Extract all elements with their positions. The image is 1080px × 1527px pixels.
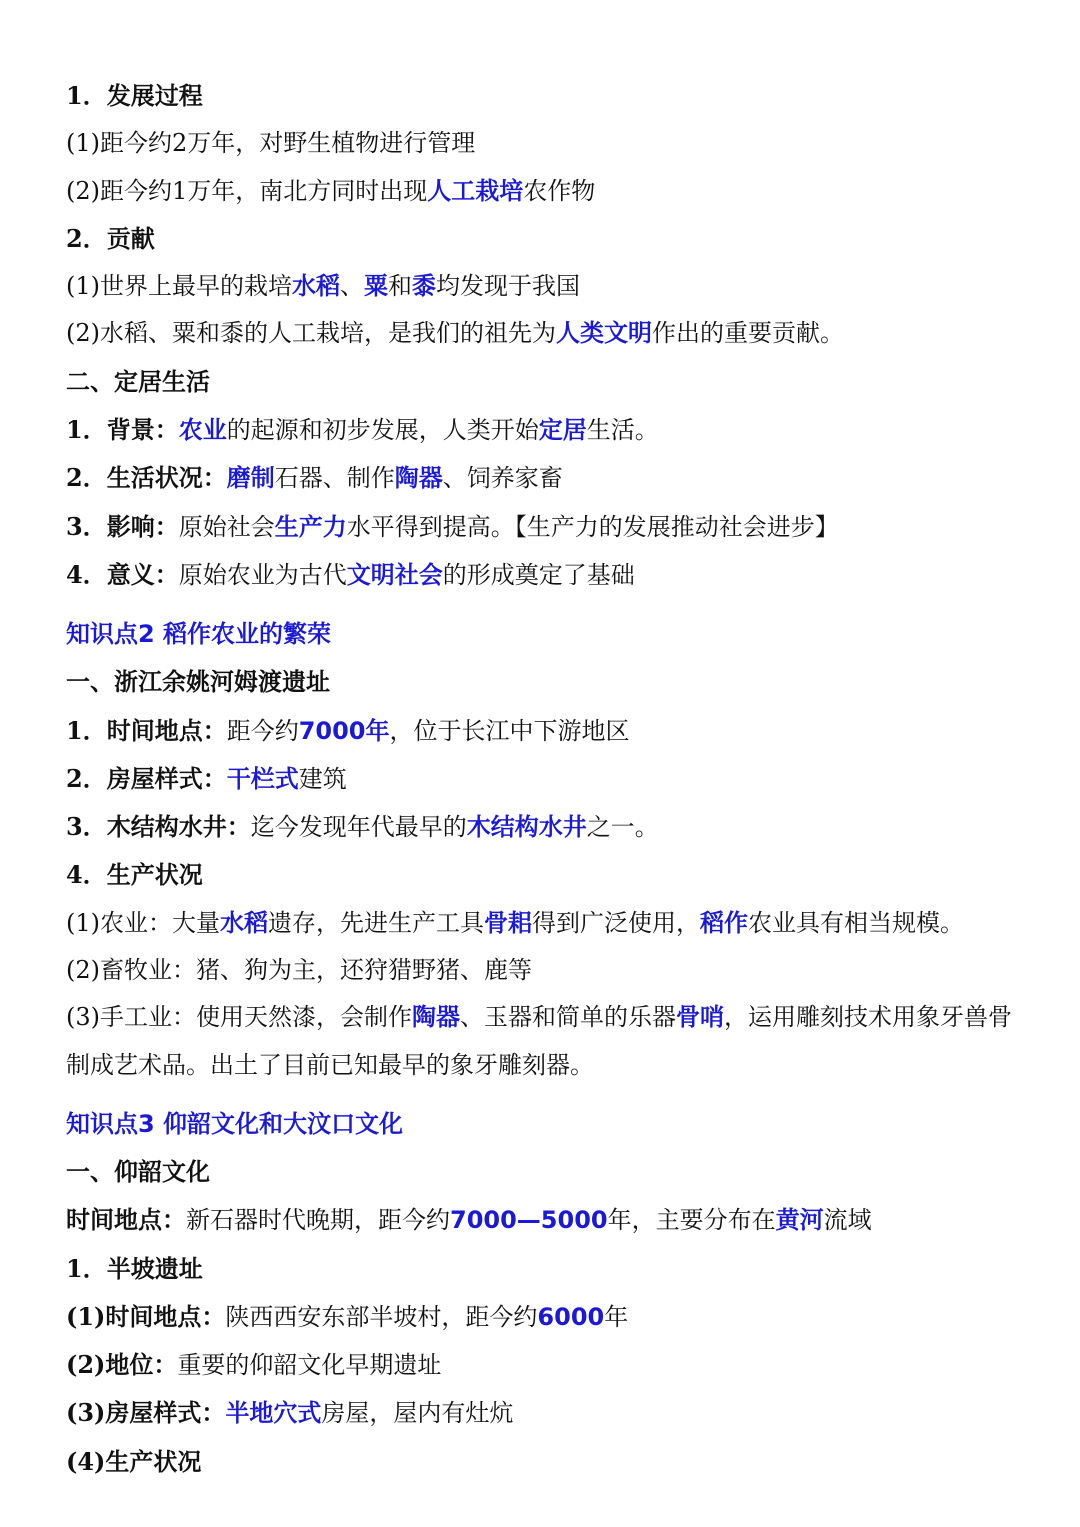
highlighted-term: 人工栽培 xyxy=(427,176,524,205)
bold-label: 3．影响： xyxy=(66,511,179,541)
highlighted-term: 半地穴式 xyxy=(225,1399,322,1428)
text-segment: 房屋，屋内有灶炕 xyxy=(321,1399,514,1428)
text-line xyxy=(66,900,1020,947)
bold-label: 3．木结构水井： xyxy=(66,812,251,842)
text-line xyxy=(66,707,1020,755)
text-segment: (1)世界上最早的栽培 xyxy=(66,272,292,301)
highlighted-term: 人类文明 xyxy=(556,319,652,348)
text-line xyxy=(66,503,1020,551)
text-segment: 的起源和初步发展，人类开始 xyxy=(226,416,539,445)
bold-label: 一、浙江余姚河姆渡遗址 xyxy=(66,667,330,697)
highlighted-term: 干栏式 xyxy=(226,764,299,793)
highlighted-term: 黄河 xyxy=(775,1206,824,1235)
text-segment: 流域 xyxy=(823,1206,872,1235)
text-segment: (1)农业：大量 xyxy=(66,908,220,937)
text-segment: 、 xyxy=(340,272,364,301)
highlighted-term: 陶器 xyxy=(412,1003,460,1032)
highlighted-term: 文明社会 xyxy=(346,560,443,589)
section-heading xyxy=(66,658,1020,706)
section-heading xyxy=(66,215,1020,263)
highlighted-term: 骨哨 xyxy=(676,1003,724,1032)
knowledge-point-heading xyxy=(66,611,1020,658)
text-line xyxy=(66,947,1020,994)
text-paragraph xyxy=(66,994,1026,1089)
text-segment: (2)畜牧业：猪、狗为主，还狩猎野猪、鹿等 xyxy=(66,956,532,985)
text-line xyxy=(66,120,1020,167)
text-segment: 年 xyxy=(604,1302,629,1331)
text-line xyxy=(66,1196,1020,1244)
bold-label: 1．时间地点： xyxy=(66,715,227,745)
text-line xyxy=(66,310,1020,357)
highlighted-term: 黍 xyxy=(412,272,436,301)
text-segment: 农作物 xyxy=(523,176,596,205)
bold-label: 1．背景： xyxy=(66,415,179,445)
text-segment: 知识点2 稻作农业的繁荣 xyxy=(66,620,332,649)
text-segment: 得到广泛使用， xyxy=(532,908,700,937)
highlighted-term: 骨耜 xyxy=(484,908,532,937)
text-segment: 重要的仰韶文化早期遗址 xyxy=(177,1351,442,1380)
text-segment: 之一。 xyxy=(586,813,659,842)
text-segment: (2)水稻、粟和黍的人工栽培，是我们的祖先为 xyxy=(66,319,556,348)
text-line xyxy=(66,755,1020,803)
text-segment: 年，主要分布在 xyxy=(607,1206,776,1235)
text-segment: 原始农业为古代 xyxy=(178,560,347,589)
section-heading xyxy=(66,72,1020,120)
text-line xyxy=(66,1389,1020,1437)
bold-label: 1．发展过程 xyxy=(66,81,203,110)
section-heading xyxy=(66,358,1020,406)
text-segment: 均发现于我国 xyxy=(436,272,580,301)
bold-label: 4．意义： xyxy=(66,559,179,589)
knowledge-point-heading xyxy=(66,1101,1020,1148)
highlighted-term: 水稻 xyxy=(220,908,268,937)
highlighted-term: 水稻 xyxy=(292,272,340,301)
text-segment: 知识点3 仰韶文化和大汶口文化 xyxy=(66,1109,404,1138)
text-segment: 距今约 xyxy=(226,716,299,745)
text-segment: (3)手工业：使用天然漆，会制作 xyxy=(66,1003,412,1032)
text-segment: 、玉器和简单的乐器 xyxy=(460,1003,676,1032)
text-segment: 、饲养家畜 xyxy=(442,464,563,493)
text-segment: 新石器时代晚期，距今约 xyxy=(186,1206,450,1235)
section-heading xyxy=(66,1438,1020,1486)
text-segment: 水平得到提高。【生产力的发展推动社会进步】 xyxy=(346,512,839,541)
highlighted-term: 陶器 xyxy=(394,464,443,493)
highlighted-term: 稻作 xyxy=(700,908,748,937)
text-segment: (1)距今约2万年，对野生植物进行管理 xyxy=(66,129,476,158)
text-segment: (2)距今约1万年，南北方同时出现 xyxy=(66,176,428,205)
bold-label: (4)生产状况 xyxy=(66,1446,202,1476)
section-heading xyxy=(66,1148,1020,1196)
text-segment: 迄今发现年代最早的 xyxy=(250,813,467,842)
highlighted-term: 粟 xyxy=(364,272,388,301)
section-heading xyxy=(66,1245,1020,1293)
bold-label: 2．房屋样式： xyxy=(66,763,227,793)
text-segment: 陕西西安东部半坡村，距今约 xyxy=(225,1302,538,1331)
text-line xyxy=(66,551,1020,599)
text-line xyxy=(66,168,1020,215)
text-segment: 农业具有相当规模。 xyxy=(748,908,964,937)
bold-label: 1．半坡遗址 xyxy=(66,1253,203,1283)
bold-label: 2．生活状况： xyxy=(66,463,227,493)
bold-label: 二、定居生活 xyxy=(66,366,210,396)
highlighted-term: 磨制 xyxy=(226,464,275,493)
text-segment: 的形成奠定了基础 xyxy=(442,560,635,589)
text-segment: 建筑 xyxy=(298,764,347,793)
bold-label: 4．生产状况 xyxy=(66,860,203,890)
text-segment: ，运用雕刻技术用象牙兽骨制成艺术品。出土了目前已知最早的象牙雕刻器。 xyxy=(66,1003,1012,1079)
text-line xyxy=(66,454,1020,502)
highlighted-term: 7000年 xyxy=(298,716,390,745)
highlighted-term: 木结构水井 xyxy=(466,813,587,842)
highlighted-term: 定居 xyxy=(538,416,587,445)
highlighted-term: 农业 xyxy=(178,416,227,445)
text-line xyxy=(66,1293,1020,1341)
text-segment: 石器、制作 xyxy=(274,464,395,493)
highlighted-term: 6000 xyxy=(537,1302,605,1331)
bold-label: 一、仰韶文化 xyxy=(66,1156,210,1186)
bold-label: (1)时间地点： xyxy=(66,1301,226,1331)
highlighted-term: 7000—5000 xyxy=(450,1206,608,1235)
text-segment: 生活。 xyxy=(586,416,659,445)
text-line xyxy=(66,803,1020,851)
bold-label: 时间地点： xyxy=(66,1205,186,1235)
bold-label: (3)房屋样式： xyxy=(66,1398,226,1428)
text-line xyxy=(66,263,1020,310)
text-segment: 作出的重要贡献。 xyxy=(652,319,844,348)
highlighted-term: 生产力 xyxy=(274,512,347,541)
text-segment: 和 xyxy=(388,272,412,301)
text-line xyxy=(66,1341,1020,1389)
section-heading xyxy=(66,851,1020,899)
bold-label: (2)地位： xyxy=(66,1350,178,1380)
text-segment: ，位于长江中下游地区 xyxy=(389,716,630,745)
text-line xyxy=(66,406,1020,454)
text-segment: 遗存，先进生产工具 xyxy=(268,908,484,937)
bold-label: 2．贡献 xyxy=(66,223,155,253)
text-segment: 原始社会 xyxy=(178,512,275,541)
